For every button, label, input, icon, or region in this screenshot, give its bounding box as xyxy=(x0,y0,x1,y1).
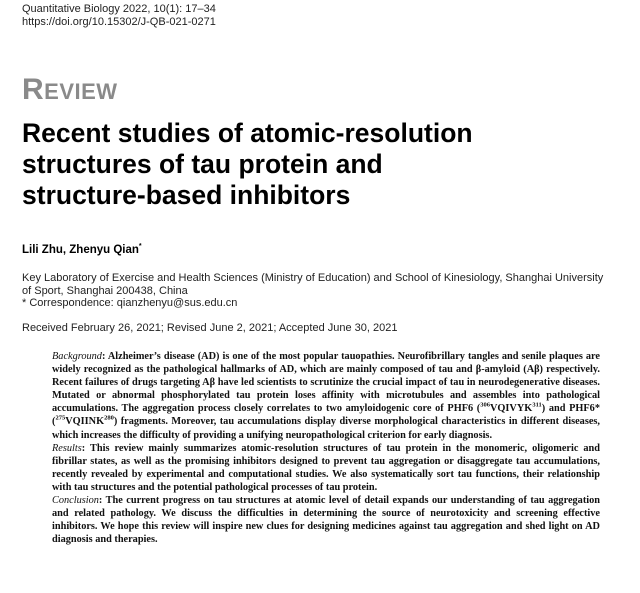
journal-header xyxy=(22,3,216,29)
doi-link[interactable]: https://doi.org/10.15302/J-QB-021-0271 xyxy=(22,16,216,28)
background-text: : Alzheimer’s disease (AD) is one of the most popular tauopathies. Neurofibrillary tangles and senile plaques are widely recognized as the pathological hallmarks of AD, which are mainly composed of tau and β-amyloid (Aβ) respectively. Recent failures of drugs targeting Aβ have led scientists to scrutinize the crucial impact of tau in neurodegenerative diseases. Mutated or abnormal phosphorylated tau protein loses affinity with microtubules and assembles into pathological accumulations. The aggregation process closely correlates to two amyloidogenic core of PHF6 ( xyxy=(52,351,600,415)
abstract xyxy=(52,350,600,546)
affiliation-block xyxy=(22,272,622,310)
title-line: Recent studies of atomic-resolution xyxy=(22,118,473,148)
affiliation-line: Key Laboratory of Exercise and Health Sciences (Ministry of Education) and School of Kinesiology, Shanghai University xyxy=(22,272,604,284)
corresponding-author-mark: * xyxy=(138,243,142,250)
abstract-conclusion xyxy=(52,494,600,546)
background-text: ) and PHF6* ( xyxy=(52,403,600,428)
journal-citation: Quantitative Biology 2022, 10(1): 17–34 xyxy=(22,3,216,15)
article-type-rest: EVIEW xyxy=(44,79,118,104)
article-type-initial: R xyxy=(22,73,45,106)
phf6star-sequence: VQIINK xyxy=(65,416,105,428)
results-text: : This review mainly summarizes atomic-resolution structures of tau protein in the monomeric, oligomeric and fibrillar states, as well as the promising inhibitors designed to prevent tau aggregation or disaggregate tau accumulations, recently revealed by experimental and computational studies. We also systematically sort tau functions, their relationship with tau structures and the potential pathological processes of tau protein. xyxy=(52,442,600,493)
abstract-results xyxy=(52,442,600,494)
background-label: Background xyxy=(52,351,102,362)
title-line: structure-based inhibitors xyxy=(22,180,351,210)
abstract-background xyxy=(52,350,600,442)
article-title xyxy=(22,118,622,211)
publication-dates: Received February 26, 2021; Revised June 2, 2021; Accepted June 30, 2021 xyxy=(22,322,398,334)
author-names: Lili Zhu, Zhenyu Qian xyxy=(22,243,139,256)
title-line: structures of tau protein and xyxy=(22,149,383,179)
results-label: Results xyxy=(52,442,82,454)
phf6star-start-residue: 275 xyxy=(55,415,66,423)
conclusion-text: : The current progress on tau structures at atomic level of detail expands our understanding of tau aggregation and related pathology. We discuss the difficulties in determining the source of neurotoxicity and screening effective inhibitors. We hope this review will inspire new clues for designing medicines against tau aggregation and shed light on AD diagnosis and therapies. xyxy=(52,495,600,546)
background-text: ) fragments. Moreover, tau accumulations display diverse morphological characteristics in different diseases, which increases the difficulty of providing a unifying neuropathological criterion for early diagnosis. xyxy=(52,416,600,441)
phf6-end-residue: 311 xyxy=(532,401,542,409)
article-type-label xyxy=(22,73,118,107)
author-list xyxy=(22,243,142,256)
affiliation-line: of Sport, Shanghai 200438, China xyxy=(22,284,188,297)
conclusion-label: Conclusion xyxy=(52,495,99,507)
phf6-start-residue: 306 xyxy=(480,401,490,409)
phf6-sequence: VQIVYK xyxy=(489,403,533,415)
phf6star-end-residue: 280 xyxy=(104,415,114,423)
correspondence-email: * Correspondence: qianzhenyu@sus.edu.cn xyxy=(22,297,238,309)
